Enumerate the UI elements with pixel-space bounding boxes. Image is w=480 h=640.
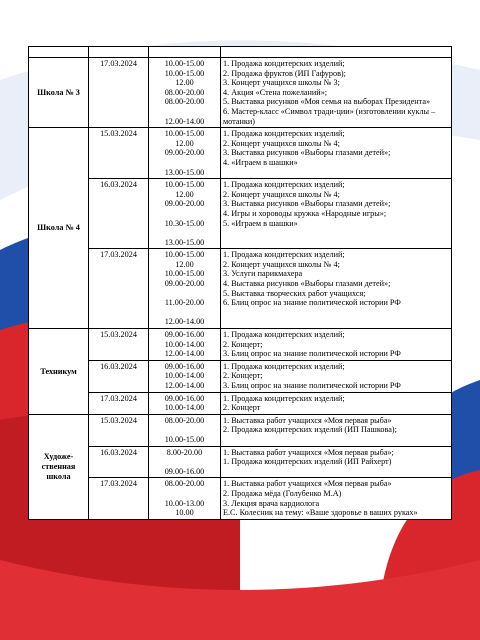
table-row	[29, 179, 452, 249]
events-cell	[221, 360, 452, 392]
event-line: 2. Концерт учащихся школы № 4;	[223, 259, 340, 269]
event-line: 1. Выставка работ учащихся «Моя первая рыба»	[223, 415, 392, 425]
event-line: 5. Выставка творческих работ учащихся;	[223, 288, 366, 298]
time-line: 09.00-20.00	[164, 148, 205, 158]
table-row	[29, 128, 452, 179]
event-line: 4. Выставка рисунков «Выборы глазами детей»;	[223, 279, 391, 289]
time-line	[151, 457, 218, 467]
time-line: 10.00-15.00	[164, 129, 205, 139]
event-line: 6. Мастер-класс «Символ тради-ции» (изготовлении куклы –мотанки)	[223, 106, 436, 126]
time-line: 12.00	[175, 138, 194, 148]
time-line: 12.00	[175, 189, 194, 199]
time-line	[151, 489, 218, 499]
table-cell	[29, 47, 89, 58]
event-line: 3. Выставка рисунков «Выборы глазами детей»;	[223, 199, 391, 209]
event-line: 6. Блиц опрос на знание политической истории РФ	[223, 298, 401, 308]
time-line	[151, 209, 218, 219]
school-name-cell: Техникум	[29, 329, 89, 415]
event-line: 1. Продажа кондитерских изделий;	[223, 59, 345, 68]
events-cell	[221, 249, 452, 329]
time-line: 10.00-14.00	[164, 403, 205, 413]
time-line: 08.00-20.00	[164, 415, 205, 425]
time-line	[151, 425, 218, 435]
event-line: 2. Концерт;	[223, 371, 263, 381]
table-cell	[149, 47, 221, 58]
school-name-cell: Художе-ственная школа	[29, 414, 89, 519]
time-cell	[149, 392, 221, 414]
time-line: 10.00-13.00	[164, 498, 205, 508]
event-line: 2. Концерт учащихся школы № 4;	[223, 138, 340, 148]
time-line: 10.00-15.00	[164, 68, 205, 78]
time-line: 10.30-15.00	[164, 218, 205, 228]
date-cell: 17.03.2024	[89, 58, 149, 128]
time-line: 12.00-14.00	[164, 349, 205, 359]
time-line: 10.00	[175, 508, 194, 518]
date-cell: 17.03.2024	[89, 478, 149, 519]
event-line: 5. «Играем в шашки»	[223, 218, 298, 228]
time-line: 10.00-15.00	[164, 269, 205, 279]
time-line: 08.00-20.00	[164, 479, 205, 489]
date-cell: 15.03.2024	[89, 128, 149, 179]
time-line: 13.00-15.00	[164, 167, 205, 177]
event-line: 1. Продажа кондитерских изделий;	[223, 330, 345, 340]
event-line: 1. Продажа кондитерских изделий;	[223, 129, 345, 139]
date-cell: 16.03.2024	[89, 360, 149, 392]
time-line	[151, 158, 218, 168]
time-line: 13.00-15.00	[164, 237, 205, 247]
time-line: 10.00-15.00	[164, 180, 205, 190]
time-line: 09.00-16.00	[164, 466, 205, 476]
time-line: 12.00-14.00	[164, 381, 205, 390]
event-line: 3. Услуги парикмахера	[223, 269, 303, 279]
table-cell	[221, 47, 452, 58]
event-line: Е.С. Колесник на тему: «Ваше здоровье в ваших руках»	[223, 508, 418, 518]
table-row	[29, 249, 452, 329]
event-line: 2. Продажа кондитерских изделий (ИП Пашкова);	[223, 425, 397, 435]
time-line: 09.00-16.00	[164, 393, 205, 403]
event-line: 1. Выставка работ учащихся «Моя первая рыба»;	[223, 447, 394, 457]
time-line: 09.00-16.00	[164, 330, 205, 340]
event-line: 4. Игры и хороводы кружка «Народные игры»;	[223, 208, 387, 218]
event-line: 4. «Играем в шашки»	[223, 157, 298, 167]
date-cell: 16.03.2024	[89, 179, 149, 249]
event-line: 4. Акция «Стена пожеланий»;	[223, 87, 328, 97]
event-line: 1. Продажа кондитерских изделий;	[223, 393, 345, 403]
event-line: 5. Выставка рисунков «Моя семья на выборах Президента»	[223, 97, 431, 107]
event-line: 3. Блиц опрос на знание политической истории РФ	[223, 381, 401, 390]
time-line: 11.00-20.00	[164, 298, 205, 308]
events-cell	[221, 446, 452, 478]
table-row	[29, 446, 452, 478]
time-line: 8.00-20.00	[166, 447, 203, 457]
event-line: 2. Продажа фруктов (ИП Гафуров);	[223, 68, 346, 78]
event-line: 1. Выставка работ учащихся «Моя первая рыба»	[223, 479, 392, 489]
event-line: 2. Концерт;	[223, 339, 263, 349]
time-cell	[149, 478, 221, 519]
time-cell	[149, 179, 221, 249]
events-cell	[221, 414, 452, 446]
time-line	[151, 289, 218, 299]
time-line: 10.00-15.00	[164, 59, 205, 68]
school-name-cell: Школа № 3	[29, 58, 89, 128]
date-cell: 16.03.2024	[89, 446, 149, 478]
time-cell	[149, 249, 221, 329]
time-cell	[149, 58, 221, 128]
time-line: 10.00-15.00	[164, 434, 205, 444]
time-cell	[149, 360, 221, 392]
event-line: 2. Концерт	[223, 403, 261, 413]
events-cell	[221, 128, 452, 179]
events-cell	[221, 478, 452, 519]
time-line	[151, 107, 218, 117]
time-line: 12.00-14.00	[164, 116, 205, 126]
events-cell	[221, 58, 452, 128]
table-row	[29, 360, 452, 392]
table-cell	[89, 47, 149, 58]
event-line: 3. Концерт учащихся школы № 3;	[223, 78, 340, 88]
event-line: 3. Блиц опрос на знание политической истории РФ	[223, 349, 401, 359]
event-line: 1. Продажа кондитерских изделий;	[223, 361, 345, 371]
time-cell	[149, 414, 221, 446]
table-top-row	[29, 47, 452, 58]
time-line: 10.00-15.00	[164, 250, 205, 260]
time-line: 10.00-14.00	[164, 339, 205, 349]
event-line: 3. Выставка рисунков «Выборы глазами детей»;	[223, 148, 391, 158]
date-cell: 17.03.2024	[89, 392, 149, 414]
time-cell	[149, 329, 221, 361]
table-row	[29, 392, 452, 414]
table-row	[29, 414, 452, 446]
event-line: 3. Лекция врача кардиолога	[223, 498, 320, 508]
time-line: 08.00-20.00	[164, 87, 205, 97]
time-line: 12.00	[175, 78, 194, 88]
date-cell: 15.03.2024	[89, 414, 149, 446]
date-cell: 15.03.2024	[89, 329, 149, 361]
schedule-rows	[29, 58, 452, 520]
time-line: 12.00	[175, 259, 194, 269]
events-cell	[221, 329, 452, 361]
table-row	[29, 58, 452, 128]
event-line: 1. Продажа кондитерских изделий;	[223, 180, 345, 190]
events-cell	[221, 179, 452, 249]
event-line: 1. Продажа кондитерских изделий;	[223, 250, 345, 260]
table-row	[29, 329, 452, 361]
time-line: 09.00-20.00	[164, 199, 205, 209]
event-line: 2. Продажа мёда (Голубенко М.А)	[223, 488, 342, 498]
date-cell: 17.03.2024	[89, 249, 149, 329]
time-line: 12.00-14.00	[164, 317, 205, 327]
time-line: 09.00-16.00	[164, 361, 205, 371]
events-cell	[221, 392, 452, 414]
schedule-table	[28, 46, 452, 520]
event-line: 2. Концерт учащихся школы № 4;	[223, 189, 340, 199]
time-line: 09.00-20.00	[164, 279, 205, 289]
time-line: 10.00-14.00	[164, 371, 205, 381]
table-row	[29, 478, 452, 519]
time-line	[151, 308, 218, 318]
school-name-cell: Школа № 4	[29, 128, 89, 329]
time-line: 08.00-20.00	[164, 97, 205, 107]
time-cell	[149, 128, 221, 179]
time-line	[151, 228, 218, 238]
event-line: 1. Продажа кондитерских изделий (ИП Райхерт)	[223, 457, 392, 467]
time-cell	[149, 446, 221, 478]
schedule-sheet	[28, 46, 452, 520]
